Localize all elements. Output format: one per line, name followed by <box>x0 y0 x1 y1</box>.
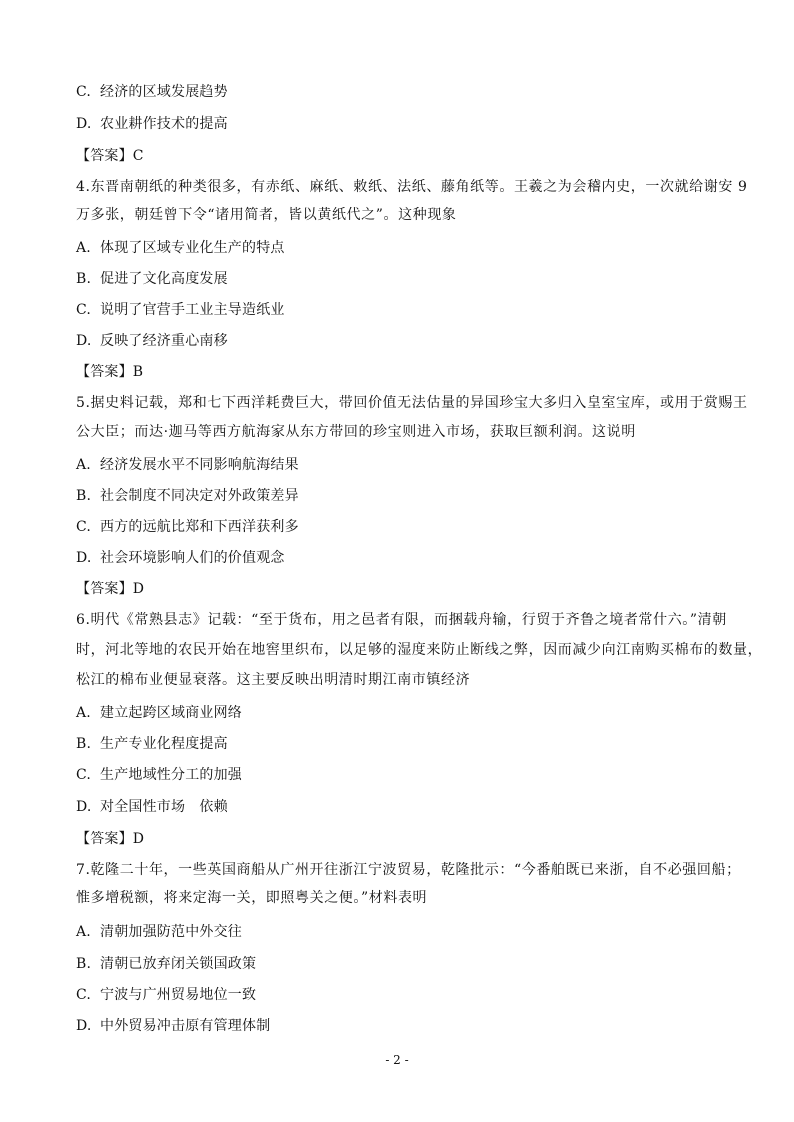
option-letter: C. <box>76 84 92 100</box>
option-text: 促进了文化高度发展 <box>100 271 228 287</box>
question-5-option-c <box>76 517 734 537</box>
question-4-stem-line-2: 万多张，朝廷曾下令“诸用简者，皆以黄纸代之”。这种现象 <box>76 207 457 223</box>
question-7-option-c <box>76 985 734 1005</box>
option-letter: B. <box>76 956 92 972</box>
option-letter: D. <box>76 550 92 566</box>
option-letter: A. <box>76 924 91 940</box>
question-5-option-d <box>76 548 734 568</box>
question-4-option-b <box>76 269 734 289</box>
option-text: 宁波与广州贸易地位一致 <box>100 987 257 1003</box>
option-text: 农业耕作技术的提高 <box>100 116 228 132</box>
option-text: 清朝加强防范中外交往 <box>100 924 242 940</box>
question-6-stem-line-3: 松江的棉布业便显衰落。这主要反映出明清时期江南市镇经济 <box>76 672 471 688</box>
option-letter: C. <box>76 302 92 318</box>
option-letter: D. <box>76 116 92 132</box>
option-letter: C. <box>76 987 92 1003</box>
question-6-stem-line-1: 6.明代《常熟县志》记载：“至于货布，用之邑者有限，而捆载舟输，行贸于齐鲁之境者常什六。”清朝 <box>76 612 727 628</box>
option-prev-c <box>76 82 734 102</box>
question-5-answer: 【答案】D <box>76 581 145 597</box>
option-text: 生产专业化程度提高 <box>100 736 228 752</box>
option-text: 社会制度不同决定对外政策差异 <box>100 488 299 504</box>
question-7-stem-line-2: 惟多增税额，将来定海一关，即照粤关之便。”材料表明 <box>76 890 428 906</box>
question-7-stem-line-1: 7.乾隆二十年，一些英国商船从广州开往浙江宁波贸易，乾隆批示：“今番舶既已来浙，自不必强回船； <box>76 862 741 878</box>
question-4-option-a <box>76 238 734 258</box>
option-text: 西方的远航比郑和下西洋获利多 <box>100 519 299 535</box>
option-text: 反映了经济重心南移 <box>100 333 228 349</box>
answer-prev: 【答案】C <box>76 148 144 164</box>
option-letter: D. <box>76 799 92 815</box>
question-6-option-d <box>76 797 734 817</box>
question-5-option-a <box>76 455 734 475</box>
question-5-stem-line-2: 公大臣；而达·迦马等西方航海家从东方带回的珍宝则进入市场，获取巨额利润。这说明 <box>76 424 636 440</box>
option-letter: D. <box>76 333 92 349</box>
question-6-answer: 【答案】D <box>76 831 145 847</box>
option-letter: D. <box>76 1018 92 1034</box>
option-text: 经济发展水平不同影响航海结果 <box>100 457 299 473</box>
option-text: 中外贸易冲击原有管理体制 <box>100 1018 271 1034</box>
question-6-option-c <box>76 765 734 785</box>
question-6-option-b <box>76 734 734 754</box>
option-letter: A. <box>76 240 91 256</box>
option-text: 说明了官营手工业主导造纸业 <box>100 302 285 318</box>
question-7-option-b <box>76 954 734 974</box>
option-letter: A. <box>76 705 91 721</box>
question-4-option-d <box>76 331 734 351</box>
option-letter: A. <box>76 457 91 473</box>
option-letter: C. <box>76 767 92 783</box>
question-4-answer: 【答案】B <box>76 364 144 380</box>
question-5-stem-line-1: 5.据史料记载，郑和七下西洋耗费巨大，带回价值无法估量的异国珍宝大多归入皇室宝库，或用于赏赐王 <box>76 395 748 411</box>
option-text: 社会环境影响人们的价值观念 <box>100 550 285 566</box>
question-4-option-c <box>76 300 734 320</box>
option-text: 经济的区域发展趋势 <box>100 84 228 100</box>
option-text: 体现了区域专业化生产的特点 <box>100 240 285 256</box>
option-text: 生产地域性分工的加强 <box>100 767 242 783</box>
question-6-stem-line-2: 时，河北等地的农民开始在地窖里织布，以足够的湿度来防止断线之弊，因而减少向江南购买棉布的数量， <box>76 642 763 658</box>
option-letter: B. <box>76 736 92 752</box>
page-number: - 2 - <box>385 1053 409 1067</box>
question-5-option-b <box>76 486 734 506</box>
option-letter: B. <box>76 271 92 287</box>
question-6-option-a <box>76 703 734 723</box>
option-text: 清朝已放弃闭关锁国政策 <box>100 956 257 972</box>
question-4-stem-line-1: 4.东晋南朝纸的种类很多，有赤纸、麻纸、敕纸、法纸、藤角纸等。王羲之为会稽内史，一次就给谢安 9 <box>76 179 748 195</box>
question-7-option-a <box>76 922 734 942</box>
option-text: 对全国性市场 依赖 <box>100 799 228 815</box>
option-text: 建立起跨区域商业网络 <box>100 705 242 721</box>
option-letter: C. <box>76 519 92 535</box>
question-7-option-d <box>76 1016 734 1036</box>
option-letter: B. <box>76 488 92 504</box>
option-prev-d <box>76 114 734 134</box>
